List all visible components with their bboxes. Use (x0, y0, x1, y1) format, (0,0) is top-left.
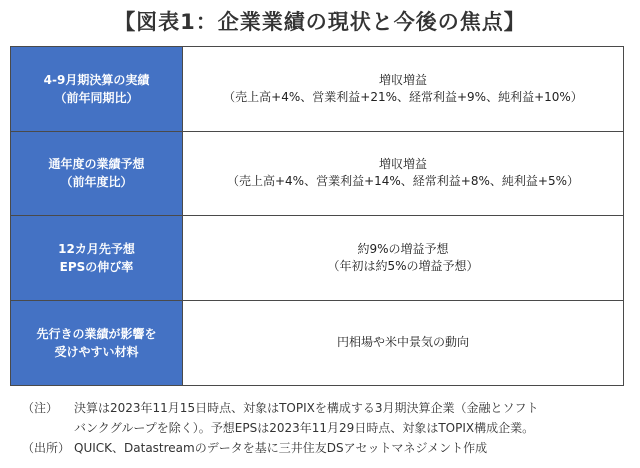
source-tag: （出所） (22, 441, 71, 455)
row-label-line: 先行きの業績が影響を (36, 326, 157, 341)
footnotes (22, 398, 632, 458)
row-value-line: 増収増益 (378, 157, 427, 172)
row-value-line: 約9%の増益予想 (357, 241, 449, 256)
row-value-line: （売上高+4%、営業利益+14%、経常利益+8%、純利益+5%） (226, 174, 579, 189)
row-label-line: 12カ月先予想 (58, 241, 135, 256)
row-value (183, 47, 623, 131)
note-tag-spacer (22, 418, 74, 438)
note-line (22, 418, 632, 438)
row-value (183, 216, 623, 300)
row-label-line: 通年度の業績予想 (48, 157, 145, 172)
row-value-line: （年初は約5%の増益予想） (327, 258, 479, 273)
row-label-line: （前年度比） (60, 175, 133, 190)
row-label (11, 132, 183, 216)
table-row-full-year-forecast (11, 132, 623, 217)
row-label (11, 301, 183, 386)
row-label (11, 47, 183, 131)
row-value (183, 301, 623, 386)
note-text: バンクグループを除く）。予想EPSは2023年11月29日時点、対象はTOPIX構成企業。 (74, 421, 535, 435)
earnings-table (10, 46, 624, 386)
row-value (183, 132, 623, 216)
note-text: 決算は2023年11月15日時点、対象はTOPIXを構成する3月期決算企業（金融とソフト (74, 401, 539, 415)
row-label (11, 216, 183, 300)
source-text: QUICK、Datastreamのデータを基に三井住友DSアセットマネジメント作成 (74, 441, 488, 455)
table-row-eps-growth (11, 216, 623, 301)
row-label-line: 受けやすい材料 (54, 344, 139, 359)
page-title: 【図表1：企業業績の現状と今後の焦点】 (114, 10, 526, 34)
row-value-line: （売上高+4%、営業利益+21%、経常利益+9%、純利益+10%） (223, 89, 583, 104)
note-tag: （注） (22, 401, 59, 415)
note-line (22, 398, 632, 418)
table-row-risk-factors (11, 301, 623, 386)
table-row-first-half-results (11, 47, 623, 132)
row-label-line: 4-9月期決算の実績 (43, 72, 150, 87)
row-label-line: （前年同期比） (54, 90, 139, 105)
row-value-line: 増収増益 (378, 72, 427, 87)
source-line (22, 438, 632, 458)
row-value-line: 円相場や米中景気の動向 (336, 335, 469, 350)
row-label-line: EPSの伸び率 (59, 259, 134, 274)
